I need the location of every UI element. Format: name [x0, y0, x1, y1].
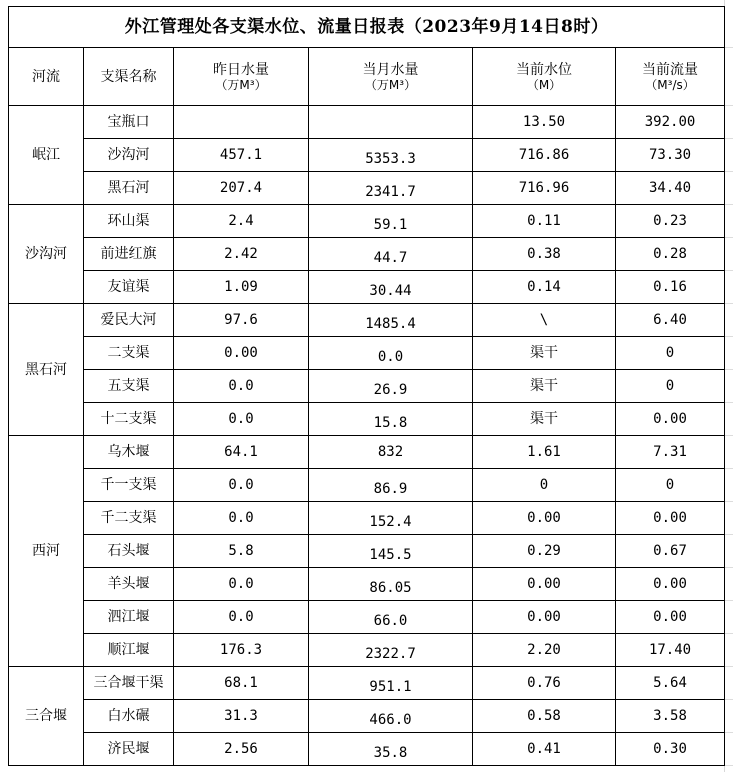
flow-rate-cell[interactable]: 34.40: [616, 172, 725, 205]
table-row: [9, 172, 725, 205]
sheet-gridline: [725, 402, 733, 403]
flow-rate-cell[interactable]: 0.30: [616, 733, 725, 766]
header-flow[interactable]: [616, 48, 725, 106]
month-volume-cell-value: 1485.4: [365, 316, 416, 332]
water-level-cell[interactable]: 0.00: [473, 568, 616, 601]
table-row: [9, 139, 725, 172]
table-row: [9, 502, 725, 535]
month-volume-cell[interactable]: [309, 139, 473, 172]
header-river[interactable]: [9, 48, 84, 106]
month-volume-cell-value: 26.9: [373, 382, 408, 398]
water-level-cell[interactable]: 0.29: [473, 535, 616, 568]
month-volume-cell-value: 2341.7: [365, 184, 416, 200]
header-river-label: 河流: [32, 68, 60, 85]
table-row: [9, 700, 725, 733]
month-volume-cell-value: 44.7: [373, 250, 408, 266]
water-level-cell[interactable]: 716.96: [473, 172, 616, 205]
month-volume-cell[interactable]: [309, 106, 473, 139]
table-row: [9, 106, 725, 139]
river-cell[interactable]: 西河: [9, 436, 84, 667]
flow-rate-cell[interactable]: 0.00: [616, 403, 725, 436]
water-level-cell[interactable]: 0.00: [473, 502, 616, 535]
river-cell[interactable]: 岷江: [9, 106, 84, 205]
branch-name-cell[interactable]: 泗江堰: [84, 601, 174, 634]
branch-name-cell[interactable]: 济民堰: [84, 733, 174, 766]
branch-name-cell[interactable]: 五支渠: [84, 370, 174, 403]
month-volume-cell[interactable]: [309, 370, 473, 403]
yesterday-volume-cell[interactable]: 0.0: [174, 370, 309, 403]
water-level-cell[interactable]: 1.61: [473, 436, 616, 469]
yesterday-volume-cell[interactable]: 0.0: [174, 601, 309, 634]
yesterday-volume-cell[interactable]: 1.09: [174, 271, 309, 304]
table-row: [9, 601, 725, 634]
yesterday-volume-cell[interactable]: 2.42: [174, 238, 309, 271]
sheet-gridline: [725, 600, 733, 601]
water-level-cell[interactable]: 0.41: [473, 733, 616, 766]
yesterday-volume-cell[interactable]: 457.1: [174, 139, 309, 172]
yesterday-volume-cell[interactable]: [174, 106, 309, 139]
branch-name-cell[interactable]: 羊头堰: [84, 568, 174, 601]
flow-rate-cell[interactable]: 0.00: [616, 502, 725, 535]
table-row: [9, 370, 725, 403]
daily-report-table: [8, 6, 725, 766]
yesterday-volume-cell[interactable]: 64.1: [174, 436, 309, 469]
month-volume-cell[interactable]: [309, 304, 473, 337]
month-volume-cell-value: 0.0: [377, 349, 404, 365]
sheet-gridline: [725, 435, 733, 436]
header-flow-unit: （M³/s）: [645, 77, 695, 92]
sheet-gridline: [725, 105, 733, 106]
flow-rate-cell[interactable]: 0: [616, 469, 725, 502]
flow-rate-cell[interactable]: 7.31: [616, 436, 725, 469]
month-volume-cell-value: 152.4: [369, 514, 412, 530]
table-row: [9, 733, 725, 766]
sheet-gridline: [725, 501, 733, 502]
yesterday-volume-cell[interactable]: 0.00: [174, 337, 309, 370]
branch-name-cell[interactable]: 千二支渠: [84, 502, 174, 535]
header-flow-label: 当前流量: [642, 61, 699, 78]
table-row: [9, 205, 725, 238]
flow-rate-cell[interactable]: 3.58: [616, 700, 725, 733]
yesterday-volume-cell[interactable]: 97.6: [174, 304, 309, 337]
sheet-gridline: [725, 666, 733, 667]
yesterday-volume-cell[interactable]: 0.0: [174, 469, 309, 502]
yesterday-volume-cell[interactable]: 176.3: [174, 634, 309, 667]
sheet-gridline: [725, 270, 733, 271]
flow-rate-cell[interactable]: 6.40: [616, 304, 725, 337]
month-volume-cell[interactable]: [309, 733, 473, 766]
month-volume-cell[interactable]: [309, 271, 473, 304]
month-volume-cell-value: 466.0: [369, 712, 412, 728]
water-level-cell[interactable]: 0.58: [473, 700, 616, 733]
month-volume-cell-value: 15.8: [373, 415, 408, 431]
branch-name-cell[interactable]: 三合堰干渠: [84, 667, 174, 700]
table-row: [9, 271, 725, 304]
river-cell[interactable]: 黑石河: [9, 304, 84, 436]
month-volume-cell[interactable]: [309, 238, 473, 271]
header-branch[interactable]: [84, 48, 174, 106]
flow-rate-cell[interactable]: 17.40: [616, 634, 725, 667]
header-level[interactable]: [473, 48, 616, 106]
sheet-gridline: [725, 567, 733, 568]
sheet-gridline: [725, 336, 733, 337]
table-row: [9, 436, 725, 469]
water-level-cell[interactable]: 0.76: [473, 667, 616, 700]
month-volume-cell-value: 86.9: [373, 481, 408, 497]
month-volume-cell[interactable]: [309, 601, 473, 634]
sheet-gridline: [725, 47, 733, 48]
month-volume-cell-value: 5353.3: [365, 151, 416, 167]
month-volume-cell[interactable]: [309, 403, 473, 436]
branch-name-cell[interactable]: 乌木堰: [84, 436, 174, 469]
month-volume-cell-value: 951.1: [369, 679, 412, 695]
branch-name-cell[interactable]: 黑石河: [84, 172, 174, 205]
branch-name-cell[interactable]: 二支渠: [84, 337, 174, 370]
sheet-gridline: [725, 765, 733, 766]
month-volume-cell-value: 59.1: [373, 217, 408, 233]
table-row: [9, 403, 725, 436]
header-yesterday[interactable]: [174, 48, 309, 106]
sheet-gridline: [725, 303, 733, 304]
month-volume-cell[interactable]: [309, 502, 473, 535]
water-level-cell[interactable]: 2.20: [473, 634, 616, 667]
water-level-cell[interactable]: 渠干: [473, 337, 616, 370]
table-row: [9, 469, 725, 502]
yesterday-volume-cell[interactable]: 0.0: [174, 403, 309, 436]
yesterday-volume-cell[interactable]: 31.3: [174, 700, 309, 733]
flow-rate-cell[interactable]: 0.00: [616, 568, 725, 601]
month-volume-cell-value: 145.5: [369, 547, 412, 563]
sheet-gridline: [725, 699, 733, 700]
header-yesterday-label: 昨日水量: [213, 61, 269, 78]
water-level-cell[interactable]: \: [473, 304, 616, 337]
branch-name-cell[interactable]: 友谊渠: [84, 271, 174, 304]
table-row: [9, 568, 725, 601]
flow-rate-cell[interactable]: 0.28: [616, 238, 725, 271]
month-volume-cell-value: 86.05: [369, 580, 412, 596]
flow-rate-cell[interactable]: 0.00: [616, 601, 725, 634]
water-level-cell[interactable]: 0.00: [473, 601, 616, 634]
month-volume-cell-value: 2322.7: [365, 646, 416, 662]
flow-rate-cell[interactable]: 0: [616, 370, 725, 403]
month-volume-cell[interactable]: [309, 337, 473, 370]
water-level-cell[interactable]: 716.86: [473, 139, 616, 172]
table-row: [9, 238, 725, 271]
sheet-gridline: [725, 237, 733, 238]
water-level-cell[interactable]: 0.11: [473, 205, 616, 238]
river-cell[interactable]: 三合堰: [9, 667, 84, 766]
branch-name-cell[interactable]: 环山渠: [84, 205, 174, 238]
branch-name-cell[interactable]: 宝瓶口: [84, 106, 174, 139]
sheet-gridline-edge: [724, 0, 733, 772]
flow-rate-cell[interactable]: 392.00: [616, 106, 725, 139]
branch-name-cell[interactable]: 十二支渠: [84, 403, 174, 436]
header-level-label: 当前水位: [516, 61, 572, 78]
report-title[interactable]: 外江管理处各支渠水位、流量日报表（2023年9月14日8时）: [9, 7, 725, 48]
month-volume-cell[interactable]: [309, 469, 473, 502]
water-level-cell[interactable]: 渠干: [473, 370, 616, 403]
month-volume-cell-value: 30.44: [369, 283, 412, 299]
branch-name-cell[interactable]: 爱民大河: [84, 304, 174, 337]
header-row: [9, 48, 725, 106]
header-yesterday-unit: （万M³）: [215, 77, 267, 92]
sheet-gridline: [725, 138, 733, 139]
header-level-unit: （M）: [526, 77, 562, 92]
yesterday-volume-cell[interactable]: 2.4: [174, 205, 309, 238]
sheet-gridline: [725, 633, 733, 634]
yesterday-volume-cell[interactable]: 5.8: [174, 535, 309, 568]
month-volume-cell[interactable]: [309, 568, 473, 601]
flow-rate-cell[interactable]: 0: [616, 337, 725, 370]
branch-name-cell[interactable]: 白水碾: [84, 700, 174, 733]
flow-rate-cell[interactable]: 0.16: [616, 271, 725, 304]
branch-name-cell[interactable]: 前进红旗: [84, 238, 174, 271]
sheet-gridline: [725, 369, 733, 370]
yesterday-volume-cell[interactable]: 0.0: [174, 568, 309, 601]
branch-name-cell[interactable]: 顺江堰: [84, 634, 174, 667]
yesterday-volume-cell[interactable]: 68.1: [174, 667, 309, 700]
header-month-unit: （万M³）: [364, 77, 417, 92]
branch-name-cell[interactable]: 石头堰: [84, 535, 174, 568]
water-level-cell[interactable]: 0.38: [473, 238, 616, 271]
month-volume-cell[interactable]: [309, 700, 473, 733]
water-level-cell[interactable]: 0: [473, 469, 616, 502]
branch-name-cell[interactable]: 沙沟河: [84, 139, 174, 172]
month-volume-cell[interactable]: [309, 535, 473, 568]
flow-rate-cell[interactable]: 73.30: [616, 139, 725, 172]
water-level-cell[interactable]: 渠干: [473, 403, 616, 436]
header-branch-label: 支渠名称: [100, 68, 157, 85]
month-volume-cell[interactable]: [309, 172, 473, 205]
header-month-label: 当月水量: [362, 61, 419, 78]
flow-rate-cell[interactable]: 5.64: [616, 667, 725, 700]
sheet-gridline: [725, 534, 733, 535]
table-row: [9, 535, 725, 568]
month-volume-cell[interactable]: [309, 205, 473, 238]
branch-name-cell[interactable]: 千一支渠: [84, 469, 174, 502]
sheet-gridline: [725, 468, 733, 469]
month-volume-cell[interactable]: [309, 667, 473, 700]
flow-rate-cell[interactable]: 0.23: [616, 205, 725, 238]
yesterday-volume-cell[interactable]: 0.0: [174, 502, 309, 535]
table-row: [9, 667, 725, 700]
month-volume-cell-value: 66.0: [373, 613, 408, 629]
table-row: [9, 337, 725, 370]
table-row: [9, 634, 725, 667]
month-volume-cell-value: 35.8: [373, 745, 408, 761]
yesterday-volume-cell[interactable]: 2.56: [174, 733, 309, 766]
river-cell[interactable]: 沙沟河: [9, 205, 84, 304]
header-month[interactable]: [309, 48, 473, 106]
water-level-cell[interactable]: 0.14: [473, 271, 616, 304]
water-level-cell[interactable]: 13.50: [473, 106, 616, 139]
yesterday-volume-cell[interactable]: 207.4: [174, 172, 309, 205]
sheet-gridline: [725, 732, 733, 733]
sheet-gridline: [725, 171, 733, 172]
flow-rate-cell[interactable]: 0.67: [616, 535, 725, 568]
month-volume-cell[interactable]: 832: [309, 436, 473, 469]
sheet-gridline: [725, 204, 733, 205]
title-row: [9, 7, 725, 48]
month-volume-cell[interactable]: [309, 634, 473, 667]
table-row: [9, 304, 725, 337]
